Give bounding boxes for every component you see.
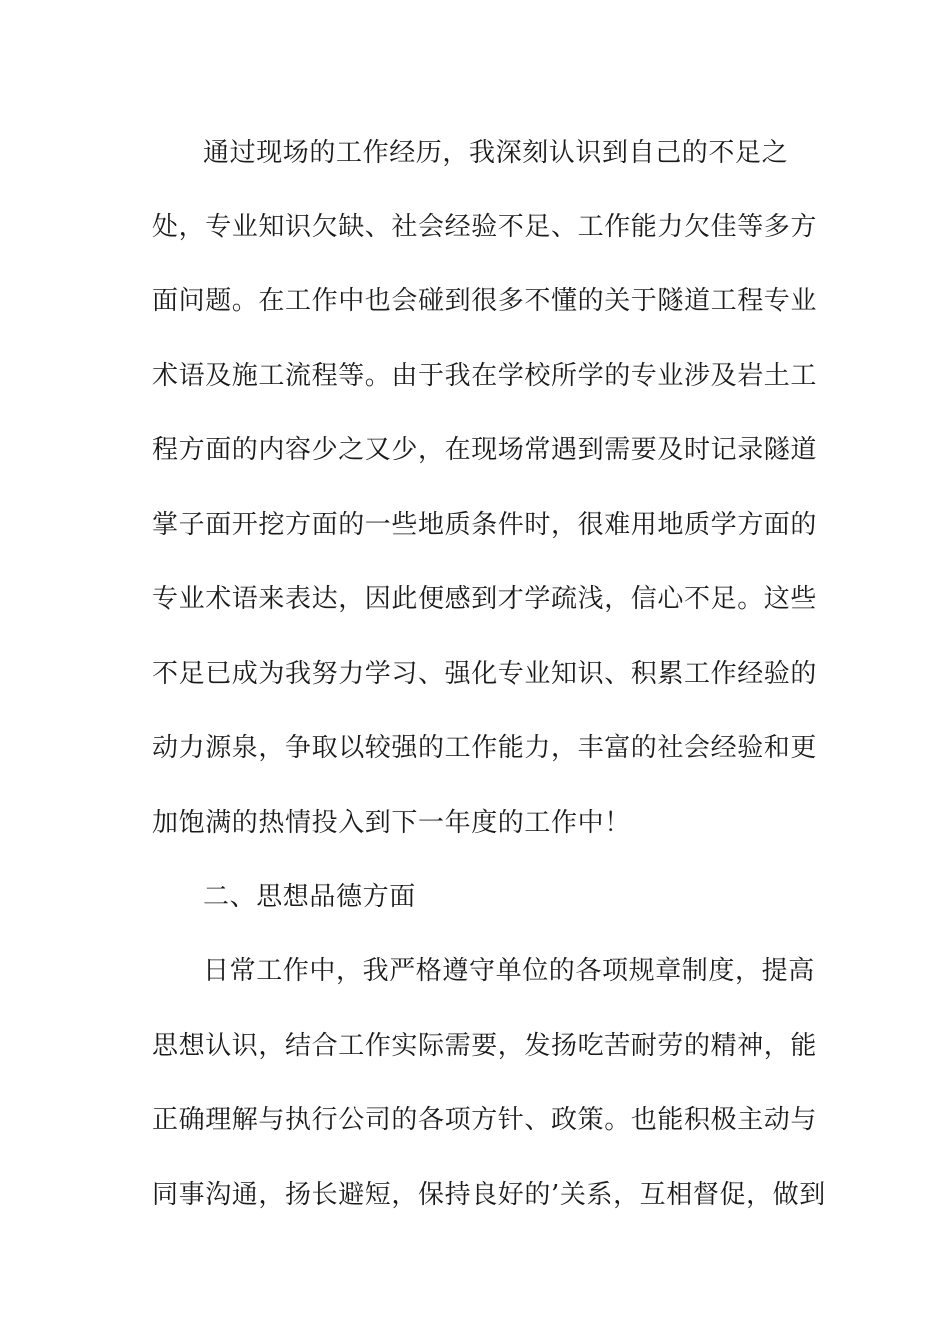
paragraph-line: 不足已成为我努力学习、强化专业知识、积累工作经验的 <box>152 659 818 689</box>
paragraph-line: 面问题。在工作中也会碰到很多不懂的关于隧道工程专业 <box>152 286 818 316</box>
paragraph-line: 掌子面开挖方面的一些地质条件时，很难用地质学方面的 <box>152 510 818 540</box>
paragraph-line: 处，专业知识欠缺、社会经验不足、工作能力欠佳等多方 <box>152 212 818 242</box>
paragraph-line: 日常工作中，我严格遵守单位的各项规章制度，提高 <box>203 956 815 986</box>
paragraph-line: 思想认识，结合工作实际需要，发扬吃苦耐劳的精神，能 <box>152 1031 818 1061</box>
paragraph-line: 正确理解与执行公司的各项方针、政策。也能积极主动与 <box>152 1105 818 1135</box>
section-heading: 二、思想品德方面 <box>203 882 416 912</box>
paragraph-line: 通过现场的工作经历，我深刻认识到自己的不足之 <box>203 138 789 168</box>
paragraph-line: 专业术语来表达，因此便感到才学疏浅，信心不足。这些 <box>152 584 818 614</box>
paragraph-line: 动力源泉，争取以较强的工作能力，丰富的社会经验和更 <box>152 733 818 763</box>
paragraph-line: 同事沟通，扬长避短，保持良好的’关系，互相督促，做到 <box>152 1180 826 1210</box>
paragraph-line: 加饱满的热情投入到下一年度的工作中！ <box>152 808 631 838</box>
paragraph-line: 程方面的内容少之又少，在现场常遇到需要及时记录隧道 <box>152 435 818 465</box>
paragraph-line: 术语及施工流程等。由于我在学校所学的专业涉及岩土工 <box>152 361 818 391</box>
